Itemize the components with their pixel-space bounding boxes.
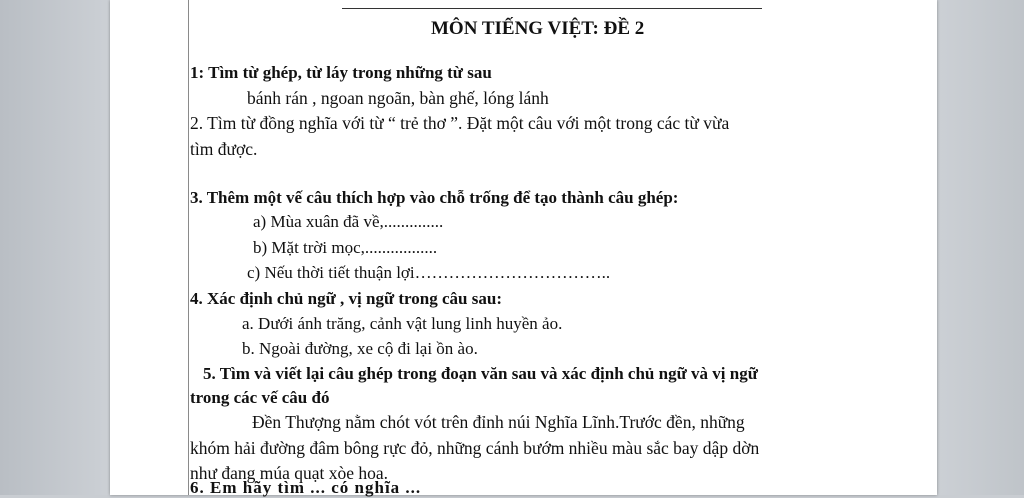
left-workspace-margin (0, 0, 110, 495)
document-title: MÔN TIẾNG VIỆT: ĐỀ 2 (431, 18, 645, 39)
question-4a: a. Dưới ánh trăng, cảnh vật lung linh huyền ảo. (242, 314, 563, 333)
question-4: 4. Xác định chủ ngữ , vị ngữ trong câu sau: (190, 289, 502, 308)
question-3a: a) Mùa xuân đã về,.............. (253, 212, 444, 231)
passage-line-1: Đền Thượng nằm chót vót trên đỉnh núi Nghĩa Lĩnh.Trước đền, những (252, 412, 745, 432)
question-5: 5. Tìm và viết lại câu ghép trong đoạn văn sau và xác định chủ ngữ và vị ngữ (203, 364, 758, 383)
question-1: 1: Tìm từ ghép, từ láy trong những từ sau (190, 63, 492, 82)
left-margin-line (188, 0, 189, 495)
question-3: 3. Thêm một vế câu thích hợp vào chỗ trống để tạo thành câu ghép: (190, 188, 679, 207)
passage-line-3: như đang múa quạt xòe hoa. (190, 463, 389, 483)
question-3b: b) Mặt trời mọc,................. (253, 238, 438, 257)
question-1-words: bánh rán , ngoan ngoãn, bàn ghế, lóng lánh (247, 88, 549, 108)
header-rule (342, 8, 762, 9)
question-3c: c) Nếu thời tiết thuận lợi…………………………….. (247, 263, 611, 282)
question-5-cont: trong các vế câu đó (190, 388, 330, 407)
question-6-partial (190, 478, 570, 498)
question-4b: b. Ngoài đường, xe cộ đi lại ồn ào. (242, 339, 478, 358)
question-2-cont: tìm được. (190, 139, 258, 159)
question-6-text: 6. Em hãy tìm ... có nghĩa ... (190, 478, 422, 497)
passage-line-2: khóm hải đường đâm bông rực đỏ, những cánh bướm nhiều màu sắc bay dập dờn (190, 438, 760, 458)
question-2: 2. Tìm từ đồng nghĩa với từ “ trẻ thơ ”. Đặt một câu với một trong các từ vừa (190, 113, 730, 133)
document-page[interactable] (110, 0, 937, 495)
right-workspace-margin (937, 0, 1024, 495)
